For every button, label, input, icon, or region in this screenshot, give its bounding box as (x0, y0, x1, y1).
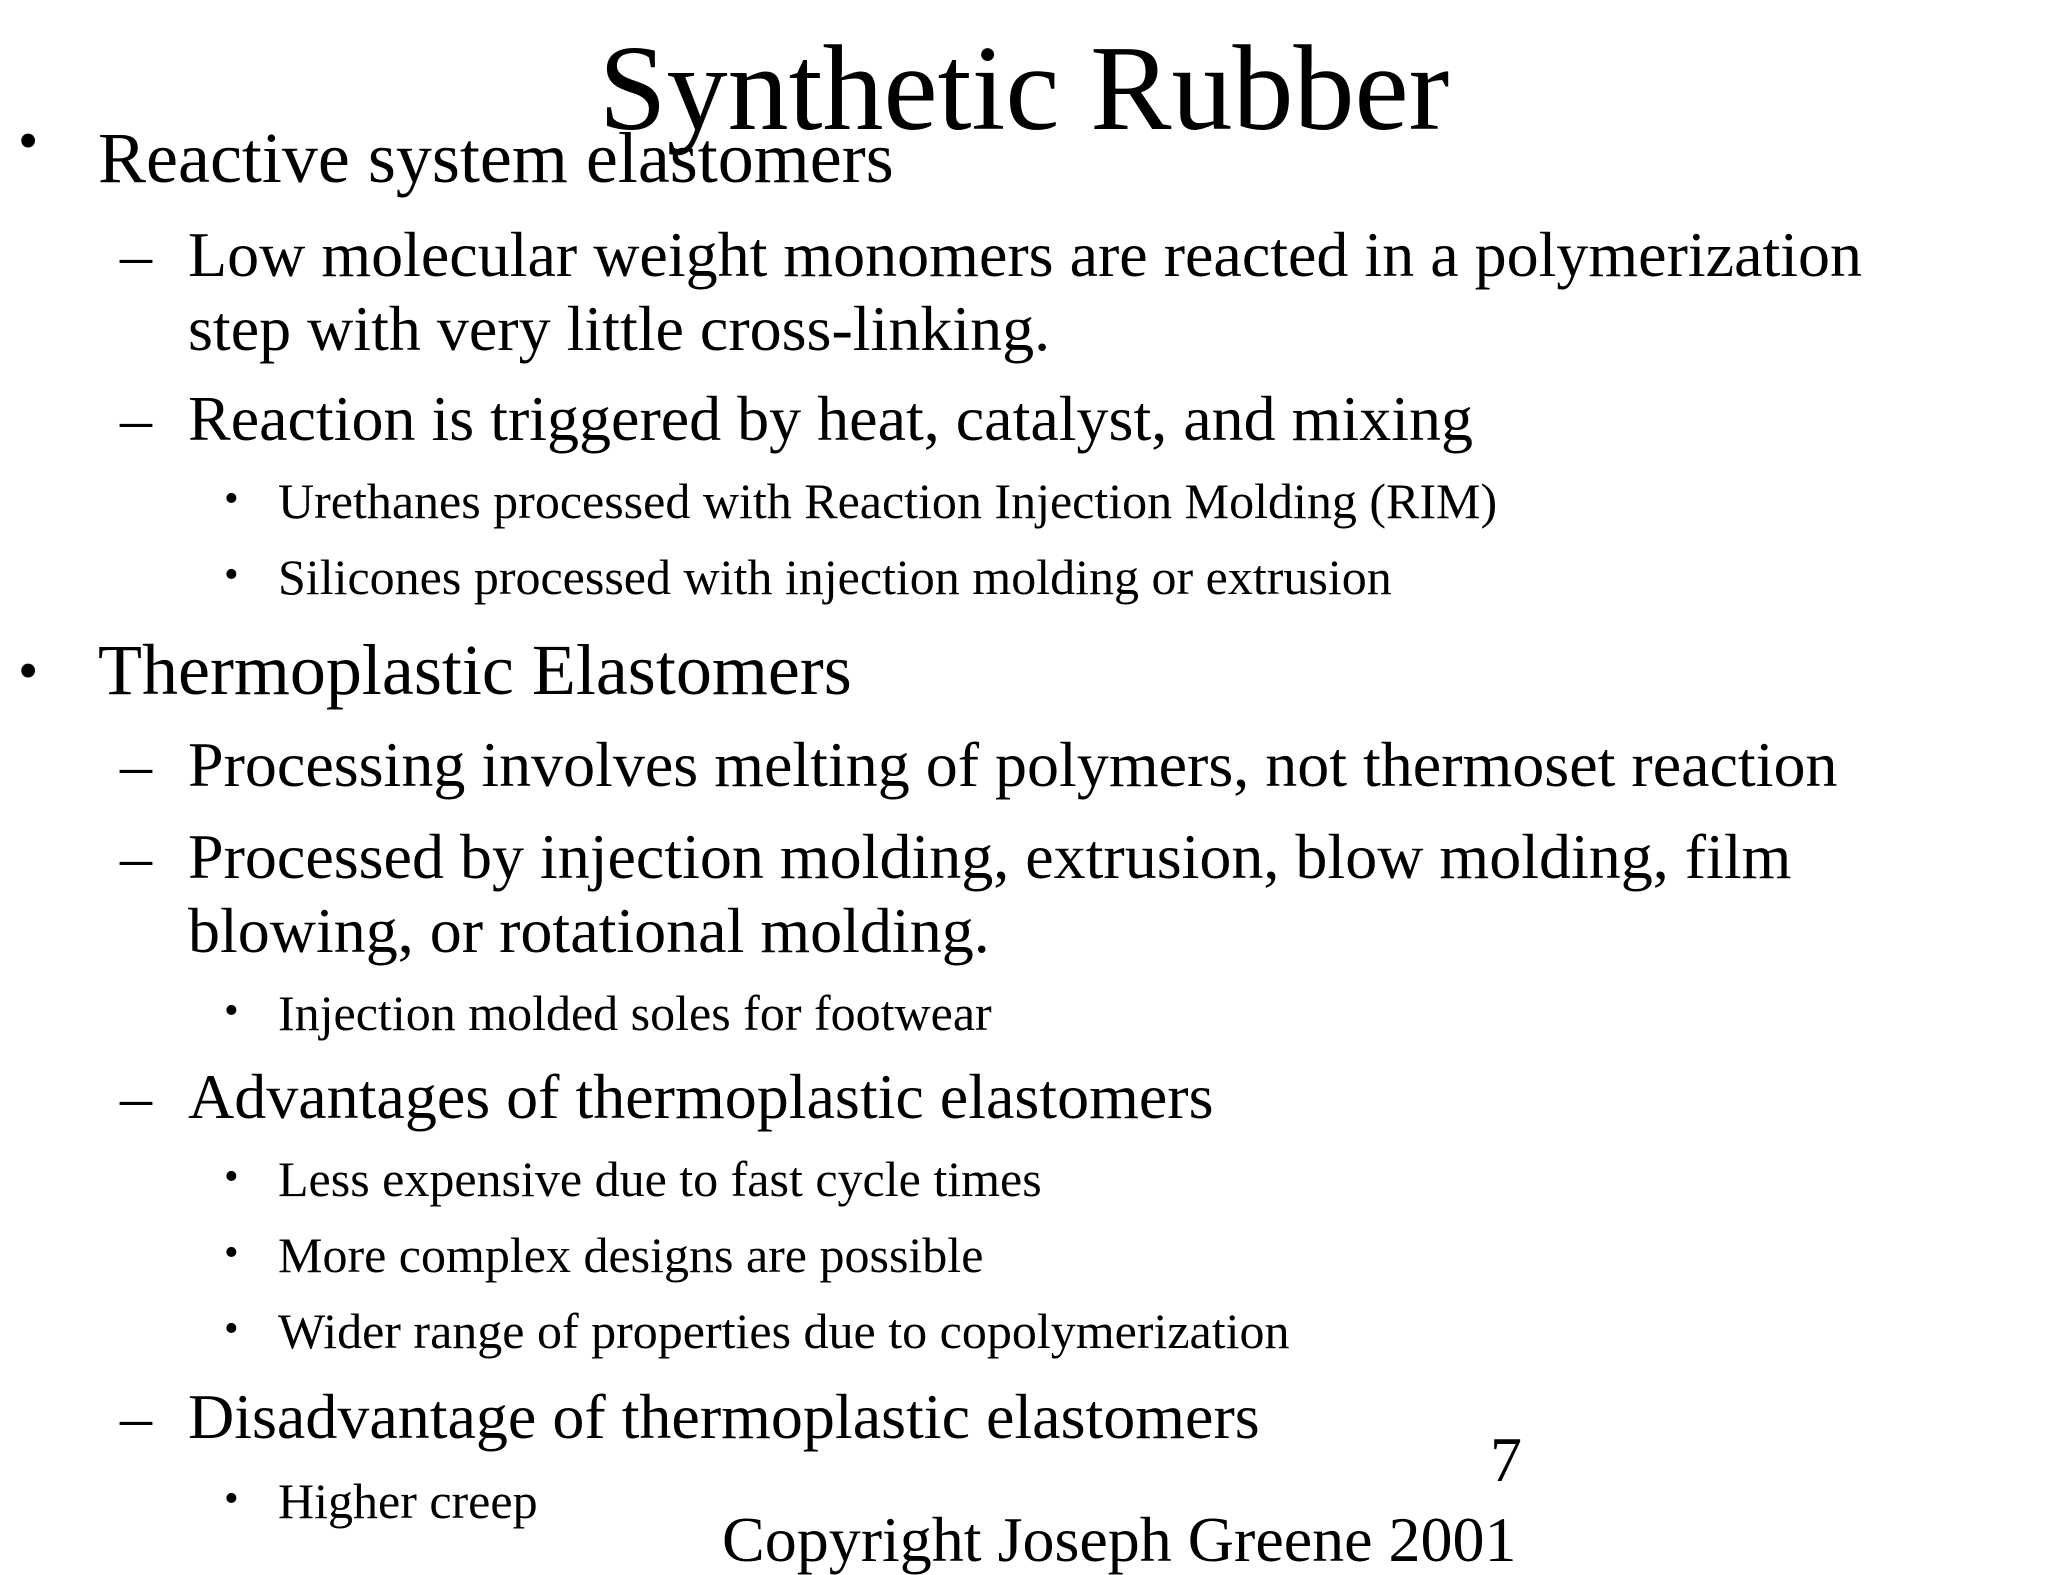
bullet-marker: • (18, 108, 39, 173)
dash-marker: – (120, 1061, 152, 1132)
page-number: 7 (1490, 1424, 1522, 1495)
heading-thermoplastic-elastomers: Thermoplastic Elastomers (98, 630, 852, 710)
bullet-marker: • (224, 552, 239, 598)
item-disadvantage: Disadvantage of thermoplastic elastomers (188, 1381, 1260, 1452)
item-reaction-triggered: Reaction is triggered by heat, catalyst, and mixing (188, 383, 1473, 454)
heading-reactive-system-elastomers: Reactive system elastomers (98, 118, 894, 198)
item-urethanes-rim: Urethanes processed with Reaction Injection Molding (RIM) (278, 473, 1498, 529)
item-higher-creep: Higher creep (278, 1473, 538, 1529)
item-injection-molded-soles: Injection molded soles for footwear (278, 985, 992, 1041)
copyright-footer: Copyright Joseph Greene 2001 (722, 1504, 1517, 1575)
dash-marker: – (120, 729, 152, 800)
bullet-marker: • (224, 1154, 239, 1200)
bullet-marker: • (224, 1476, 239, 1522)
dash-marker: – (120, 383, 152, 454)
dash-marker: – (120, 821, 152, 892)
item-low-molecular-weight-line1: Low molecular weight monomers are reacted in a polymerization (188, 219, 1863, 290)
bullet-marker: • (224, 476, 239, 522)
item-processed-by-line2: blowing, or rotational molding. (188, 895, 990, 966)
item-wider-range: Wider range of properties due to copolymerization (278, 1303, 1290, 1359)
dash-marker: – (120, 219, 152, 290)
bullet-marker: • (224, 1306, 239, 1352)
bullet-marker: • (224, 1230, 239, 1276)
item-less-expensive: Less expensive due to fast cycle times (278, 1151, 1042, 1207)
item-processed-by-line1: Processed by injection molding, extrusion, blow molding, film (188, 821, 1792, 892)
dash-marker: – (120, 1381, 152, 1452)
item-processing-melting: Processing involves melting of polymers, not thermoset reaction (188, 729, 1838, 800)
bullet-marker: • (18, 638, 39, 703)
item-low-molecular-weight-line2: step with very little cross-linking. (188, 293, 1051, 364)
slide-title: Synthetic Rubber (598, 21, 1450, 156)
item-advantages: Advantages of thermoplastic elastomers (188, 1061, 1214, 1132)
item-silicones: Silicones processed with injection molding or extrusion (278, 549, 1392, 605)
bullet-marker: • (224, 988, 239, 1034)
item-more-complex: More complex designs are possible (278, 1227, 984, 1283)
